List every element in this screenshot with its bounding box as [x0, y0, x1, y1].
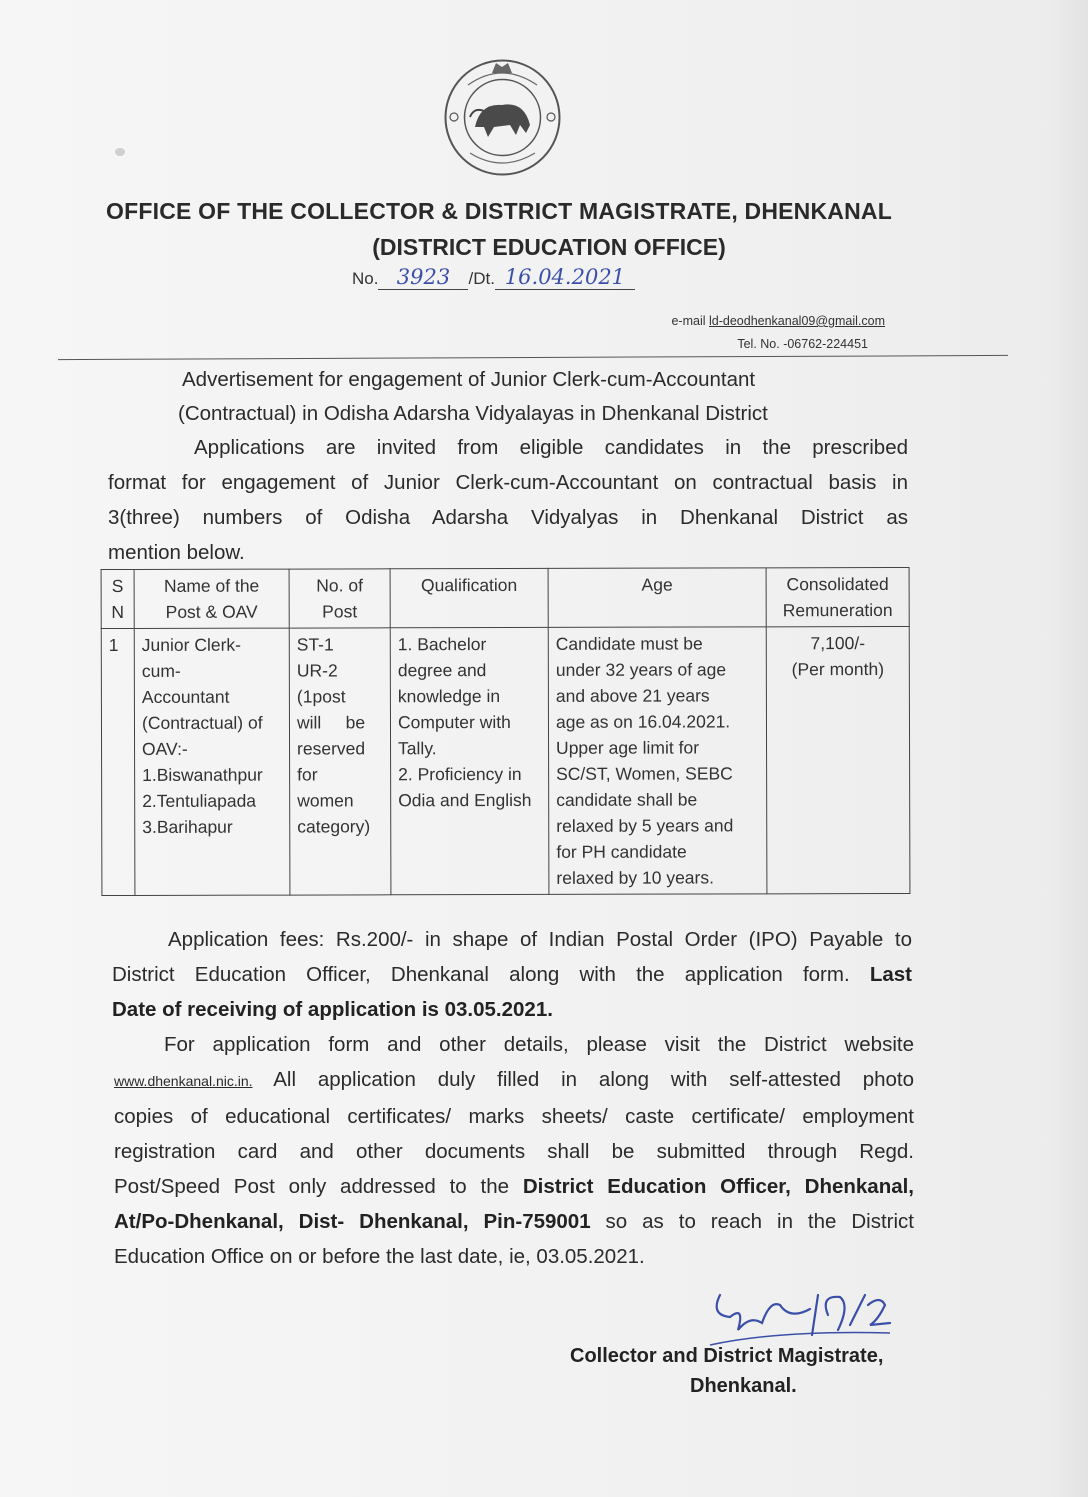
header-qualification: Qualification [390, 568, 548, 627]
fees-line: Date of receiving of application is 03.05.2021. [112, 998, 553, 1021]
odisha-emblem-icon [440, 55, 565, 180]
email-label: e-mail [671, 314, 709, 328]
details-line: registration card and other documents shall be submitted through Regd. [114, 1140, 914, 1163]
date-label: /Dt. [468, 269, 495, 288]
table-row [101, 626, 910, 895]
letter-number: 3923 [378, 265, 468, 290]
intro-line: Applications are invited from eligible candidates in the prescribed [194, 436, 908, 459]
intro-line: mention below. [108, 541, 245, 564]
header-age: Age [548, 568, 766, 628]
cell-remuneration: 7,100/- (Per month) [766, 626, 910, 893]
email-link[interactable]: ld-deodhenkanal09@gmail.com [709, 314, 885, 328]
advertisement-title-line1: Advertisement for engagement of Junior Clerk-cum-Accountant [182, 368, 756, 391]
district-website-link[interactable]: www.dhenkanal.nic.in. [114, 1073, 253, 1089]
cell-no-of-post: ST-1 UR-2 (1post will be reserved for women category) [289, 628, 391, 895]
details-paragraph [114, 1027, 914, 1274]
header-divider [58, 355, 1008, 360]
signatory-place: Dhenkanal. [690, 1375, 797, 1397]
cell-sn: 1 [101, 628, 135, 895]
signatory-title: Collector and District Magistrate, [570, 1345, 884, 1367]
cell-qualification: 1. Bachelor degree and knowledge in Computer with Tally. 2. Proficiency in Odia and English [390, 627, 549, 894]
cell-age: Candidate must be under 32 years of age and above 21 years age as on 16.04.2021. Upper age limit for SC/ST, Women, SEBC candidate shall be relaxed by 5 years and for PH candidate relaxed by 10 years. [548, 627, 767, 895]
intro-line: 3(three) numbers of Odisha Adarsha Vidyalyas in Dhenkanal District as [108, 506, 908, 529]
details-line: At/Po-Dhenkanal, Dist- Dhenkanal, Pin-759001 so as to reach in the District [114, 1210, 914, 1233]
details-line: Education Office on or before the last date, ie, 03.05.2021. [114, 1245, 645, 1268]
details-line: copies of educational certificates/ marks sheets/ caste certificate/ employment [114, 1105, 914, 1128]
intro-paragraph [108, 430, 908, 570]
no-label: No. [352, 269, 379, 288]
details-line: Post/Speed Post only addressed to the District Education Officer, Dhenkanal, [114, 1175, 915, 1198]
details-line: www.dhenkanal.nic.in. All application duly filled in along with self-attested photo [114, 1068, 914, 1091]
reference-number [352, 265, 635, 290]
header-sn: S N [101, 569, 134, 628]
header-post-name: Name of the Post & OAV [134, 569, 289, 628]
vacancy-table [101, 567, 911, 896]
scan-speck [115, 148, 125, 156]
letter-date: 16.04.2021 [495, 265, 635, 290]
header-remuneration: Consolidated Remuneration [766, 567, 909, 626]
email-line [671, 314, 885, 328]
intro-line: format for engagement of Junior Clerk-cum-Accountant on contractual basis in [108, 471, 908, 494]
fees-paragraph [112, 922, 912, 1027]
office-subtitle: (DISTRICT EDUCATION OFFICE) [372, 234, 726, 260]
advertisement-title-line2: (Contractual) in Odisha Adarsha Vidyalayas in Dhenkanal District [178, 402, 768, 425]
table-header-row [101, 567, 909, 628]
details-line: For application form and other details, please visit the District website [164, 1033, 914, 1056]
office-title: OFFICE OF THE COLLECTOR & DISTRICT MAGISTRATE, DHENKANAL [106, 198, 892, 224]
telephone: Tel. No. -06762-224451 [737, 337, 868, 351]
cell-post-name: Junior Clerk- cum- Accountant (Contractual) of OAV:- 1.Biswanathpur 2.Tentuliapada 3.Barihapur [134, 628, 290, 895]
fees-line: District Education Officer, Dhenkanal along with the application form. Last [112, 963, 912, 986]
handwritten-signature-icon [700, 1275, 900, 1355]
header-no-of-post: No. of Post [289, 569, 390, 628]
fees-line: Application fees: Rs.200/- in shape of Indian Postal Order (IPO) Payable to [168, 928, 912, 951]
